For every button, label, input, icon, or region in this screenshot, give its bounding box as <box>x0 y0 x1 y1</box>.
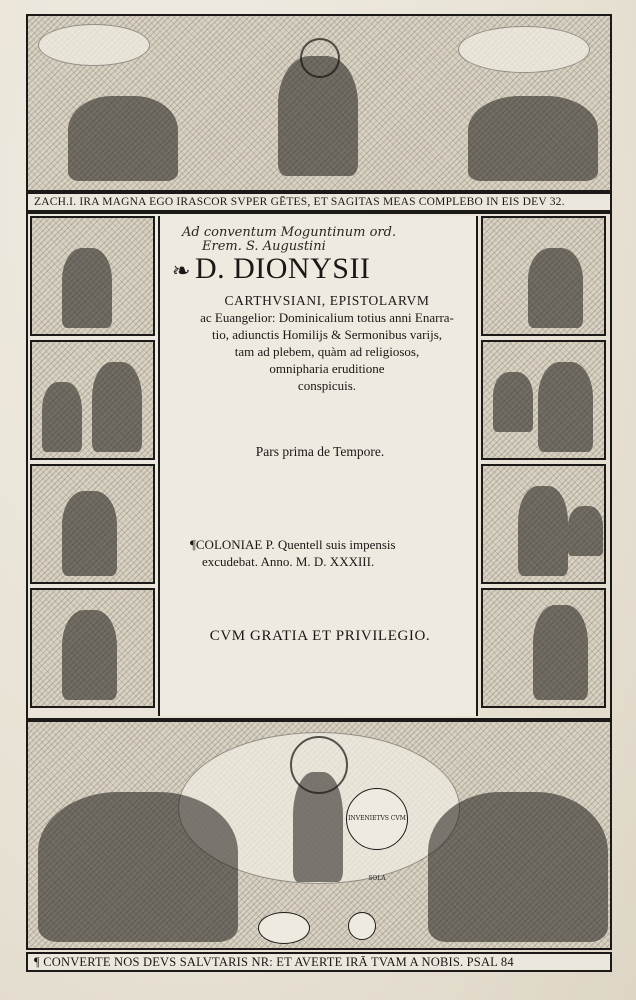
clergy-crowd <box>38 792 238 942</box>
fleuron-icon: ❧ <box>172 258 191 283</box>
subtitle-line: omnipharia eruditione <box>269 361 385 376</box>
sun-emblem: INVENIETVS CVM SOLA <box>346 788 408 850</box>
crowd-left <box>68 96 178 181</box>
subtitle-line: tio, adiunctis Homilijs & Sermonibus varijs, <box>211 327 443 342</box>
scribe-figure <box>518 486 568 576</box>
cloud-shape <box>458 26 590 73</box>
evangelist-panel-5 <box>481 216 606 336</box>
bottom-woodcut <box>26 720 612 950</box>
evangelist-panel-7 <box>481 464 606 584</box>
top-woodcut <box>26 14 612 192</box>
imprint-text-1: COLONIAE P. Quentell suis impensis <box>195 537 396 552</box>
bottom-motto-band <box>26 952 612 972</box>
eagle-figure <box>493 372 533 432</box>
evangelist-panel-2 <box>30 340 155 460</box>
scribe-figure <box>538 362 593 452</box>
coat-of-arms-icon <box>258 912 310 944</box>
subtitle-line: tam ad plebem, quàm ad religiosos, <box>234 344 420 359</box>
pilcrow-icon: ¶ <box>34 954 40 969</box>
evangelist-panel-6 <box>481 340 606 460</box>
lion-figure <box>42 382 82 452</box>
imprint-line-1 <box>190 536 470 553</box>
kings-crowd <box>428 792 608 942</box>
pope-figure <box>533 605 588 700</box>
evangelist-panel-1 <box>30 216 155 336</box>
bottom-motto-text: CONVERTE NOS DEVS SALVTARIS NR: ET AVERTE IRĀ TVAM A NOBIS. PSAL 84 <box>43 954 514 969</box>
evangelist-panel-4 <box>30 588 155 708</box>
subtitle-block <box>182 292 472 394</box>
crowd-right <box>468 96 598 181</box>
halo-icon <box>300 38 340 78</box>
subtitle-caps: CARTHVSIANI, EPISTOLARVM <box>224 293 430 308</box>
subtitle-line: conspicuis. <box>297 378 357 393</box>
inscription-line-1: Ad conventum Moguntinum ord. <box>182 225 397 240</box>
scribe-figure <box>92 362 142 452</box>
ownership-inscription <box>182 226 472 254</box>
top-motto-band: ZACH.I. IRA MAGNA EGO IRASCOR SVPER GĒTES, ET SAGITAS MEAS COMPLEBO IN EIS DEV 32. <box>26 192 612 212</box>
imprint-line-2: excudebat. Anno. M. D. XXXIII. <box>202 554 375 569</box>
pilcrow-icon: ¶ <box>190 537 196 552</box>
imprint-block <box>190 536 470 570</box>
evangelist-panel-3 <box>30 464 155 584</box>
inscription-line-2: Erem. S. Augustini <box>202 239 326 254</box>
scribe-figure <box>528 248 583 328</box>
pope-figure <box>62 491 117 576</box>
scribe-figure <box>62 248 112 328</box>
cloud-shape <box>38 24 150 66</box>
privilege-statement: CVM GRATIA ET PRIVILEGIO. <box>209 628 431 644</box>
evangelist-panel-8 <box>481 588 606 708</box>
title-text-block <box>158 216 478 716</box>
orb-icon <box>348 912 376 940</box>
risen-christ-figure <box>293 772 343 882</box>
bishop-figure <box>62 610 117 700</box>
main-title <box>172 252 472 286</box>
volume-statement: Pars prima de Tempore. <box>255 444 385 459</box>
lion-figure <box>568 506 603 556</box>
title-text: D. DIONYSII <box>194 252 371 285</box>
subtitle-line: ac Euangelior: Dominicalium totius anni Enarra- <box>200 310 454 325</box>
